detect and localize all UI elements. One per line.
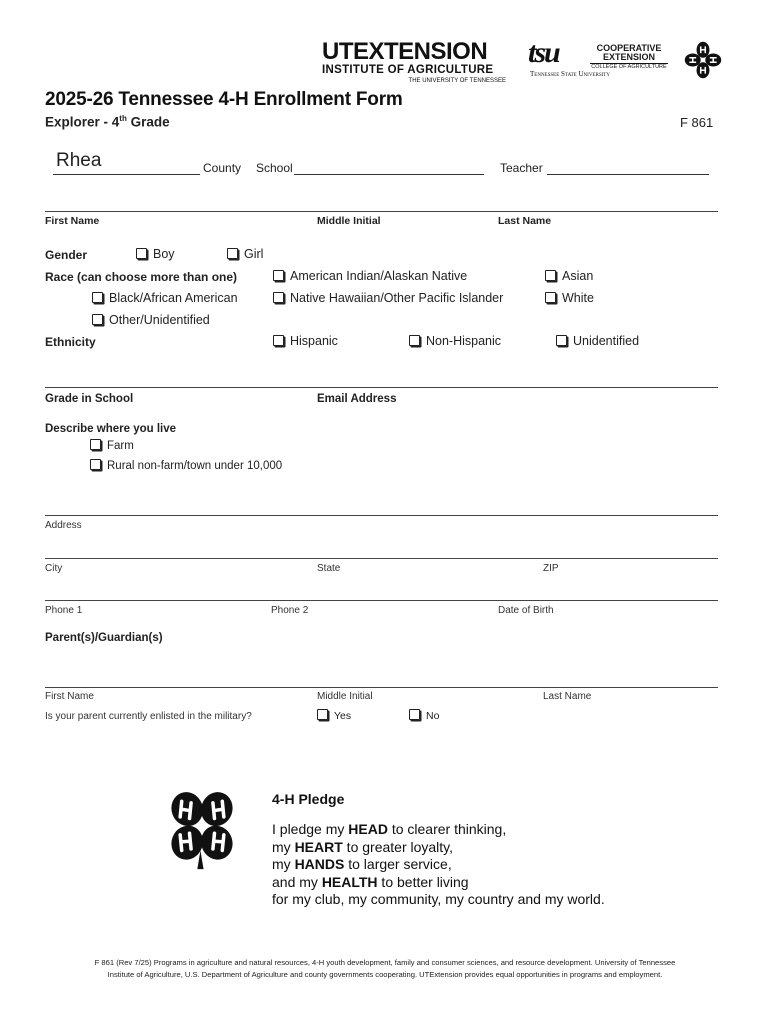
gender-girl-label: Girl — [244, 247, 264, 261]
checkbox-icon[interactable] — [92, 292, 103, 303]
race-white-option[interactable] — [545, 291, 594, 305]
footer — [30, 957, 740, 981]
military-yes-option[interactable] — [317, 709, 351, 722]
address-label: Address — [45, 520, 82, 531]
county-value: Rhea — [56, 150, 102, 171]
pledge-l3-post: to larger service, — [344, 856, 452, 872]
state-label: State — [317, 563, 341, 574]
phone2-label: Phone 2 — [271, 605, 309, 616]
tsu-coop: COOPERATIVE — [596, 43, 662, 53]
ut-logo-sub: INSTITUTE OF AGRICULTURE — [322, 64, 494, 76]
pledge-line-1 — [272, 821, 605, 839]
race-other-option[interactable] — [92, 313, 210, 327]
pledge-l4-pre: and my — [272, 873, 322, 890]
form-subtitle — [45, 114, 170, 130]
military-yes-label: Yes — [334, 710, 352, 722]
checkbox-icon[interactable] — [227, 248, 238, 259]
phone1-label: Phone 1 — [45, 605, 83, 616]
form-title: 2025-26 Tennessee 4-H Enrollment Form — [45, 89, 403, 110]
address-line[interactable] — [45, 515, 718, 516]
race-american-indian-label: American Indian/Alaskan Native — [290, 269, 468, 283]
military-no-option[interactable] — [409, 709, 439, 722]
clover-logo-large — [163, 788, 241, 870]
race-white-label: White — [562, 291, 594, 305]
email-label: Email Address — [317, 393, 397, 405]
city-state-zip-line[interactable] — [45, 558, 718, 559]
checkbox-icon[interactable] — [545, 292, 556, 303]
subtitle-suffix: Grade — [126, 114, 170, 130]
ut-logo-small: THE UNIVERSITY OF TENNESSEE — [408, 78, 506, 84]
county-label: County — [203, 161, 242, 175]
checkbox-icon[interactable] — [273, 335, 284, 346]
county-field[interactable] — [53, 150, 200, 175]
tsu-ext: EXTENSION — [602, 52, 655, 62]
checkbox-icon[interactable] — [90, 439, 101, 450]
residence-farm-option[interactable] — [90, 439, 134, 452]
pledge-l2-bold: HEART — [294, 838, 343, 855]
residence-farm-label: Farm — [107, 440, 134, 452]
checkbox-icon[interactable] — [545, 270, 556, 281]
student-name-line[interactable] — [45, 211, 718, 212]
school-field[interactable] — [294, 162, 484, 175]
city-label: City — [45, 563, 63, 574]
school-label: School — [256, 161, 293, 175]
pledge-line-3 — [272, 856, 605, 874]
ut-logo-main: UTEXTENSION — [322, 38, 488, 65]
pledge-l1-pre: I pledge my — [272, 821, 349, 837]
grade-email-line[interactable] — [45, 387, 718, 388]
gender-label: Gender — [45, 248, 88, 262]
checkbox-icon[interactable] — [409, 335, 420, 346]
teacher-field[interactable] — [547, 162, 709, 175]
middle-initial-label: Middle Initial — [317, 215, 381, 227]
ethnicity-unidentified-label: Unidentified — [573, 334, 640, 348]
four-h-clover-large-icon — [163, 788, 241, 870]
guardian-middle-label: Middle Initial — [317, 691, 373, 702]
pledge-title: 4-H Pledge — [272, 791, 345, 807]
race-asian-option[interactable] — [545, 269, 593, 283]
pledge-l4-bold: HEALTH — [321, 873, 378, 890]
clover-logo-small — [684, 40, 722, 80]
footer-line-1: F 861 (Rev 7/25) Programs in agriculture and natural resources, 4-H youth development, family and consumer sciences, and resource development. University of Tennessee — [94, 958, 676, 967]
tsu-name: Tennessee State University — [530, 70, 610, 78]
pledge-line-4 — [272, 874, 605, 892]
pledge-l2-post: to greater loyalty, — [342, 838, 454, 855]
tsu-logo — [524, 36, 674, 82]
ethnicity-unidentified-option[interactable] — [556, 334, 639, 348]
race-american-indian-option[interactable] — [273, 269, 467, 283]
pledge-line-2 — [272, 839, 605, 857]
checkbox-icon[interactable] — [409, 709, 420, 720]
pledge-l4-post: to better living — [377, 873, 469, 890]
first-name-label: First Name — [45, 215, 100, 227]
checkbox-icon[interactable] — [90, 459, 101, 470]
ethnicity-hispanic-option[interactable] — [273, 334, 338, 348]
race-black-option[interactable] — [92, 291, 238, 305]
pledge-l1-bold: HEAD — [348, 821, 388, 837]
pledge-l3-pre: my — [272, 856, 295, 872]
military-no-label: No — [426, 710, 440, 722]
tsu-college: COLLEGE OF AGRICULTURE — [591, 64, 667, 70]
pledge-l1-post: to clearer thinking, — [387, 821, 507, 837]
checkbox-icon[interactable] — [556, 335, 567, 346]
pledge-l3-bold: HANDS — [294, 856, 345, 872]
guardian-name-line[interactable] — [45, 687, 718, 688]
gender-boy-label: Boy — [153, 247, 175, 261]
checkbox-icon[interactable] — [317, 709, 328, 720]
footer-line-2: Institute of Agriculture, U.S. Department of Agriculture and county governments cooperating. UTExtension provides equal opportunities in programs and employment. — [107, 970, 663, 979]
residence-rural-option[interactable] — [90, 459, 282, 472]
grade-label: Grade in School — [45, 393, 134, 405]
ethnicity-label: Ethnicity — [45, 335, 96, 349]
pledge-l2-pre: my — [272, 838, 295, 855]
form-number: F 861 — [680, 115, 714, 130]
gender-girl-option[interactable] — [227, 247, 263, 261]
tsu-logo-mark: tsu — [528, 36, 559, 69]
ethnicity-non-hispanic-label: Non-Hispanic — [426, 334, 502, 348]
checkbox-icon[interactable] — [273, 292, 284, 303]
gender-boy-option[interactable] — [136, 247, 175, 261]
ethnicity-hispanic-label: Hispanic — [290, 334, 338, 348]
dob-label: Date of Birth — [498, 605, 554, 616]
race-asian-label: Asian — [562, 269, 594, 283]
ethnicity-non-hispanic-option[interactable] — [409, 334, 501, 348]
pledge-line-5: for my club, my community, my country and my world. — [272, 891, 605, 907]
race-label: Race (can choose more than one) — [45, 270, 238, 284]
residence-rural-label: Rural non-farm/town under 10,000 — [107, 460, 283, 472]
ut-extension-logo — [322, 40, 512, 82]
race-hawaiian-option[interactable] — [273, 291, 503, 305]
pledge-text — [272, 821, 605, 909]
subtitle-sup: th — [119, 114, 127, 123]
checkbox-icon[interactable] — [273, 270, 284, 281]
teacher-label: Teacher — [500, 161, 543, 175]
residence-label: Describe where you live — [45, 423, 177, 435]
phone-dob-line[interactable] — [45, 600, 718, 601]
race-hawaiian-label: Native Hawaiian/Other Pacific Islander — [290, 291, 504, 305]
military-question: Is your parent currently enlisted in the military? — [45, 711, 252, 722]
subtitle-prefix: Explorer - 4 — [45, 114, 120, 130]
guardian-heading: Parent(s)/Guardian(s) — [45, 632, 163, 644]
race-black-label: Black/African American — [109, 291, 238, 305]
four-h-clover-icon — [684, 40, 722, 80]
checkbox-icon[interactable] — [136, 248, 147, 259]
last-name-label: Last Name — [498, 215, 552, 227]
race-other-label: Other/Unidentified — [109, 313, 210, 327]
zip-label: ZIP — [543, 563, 559, 574]
checkbox-icon[interactable] — [92, 314, 103, 325]
guardian-last-label: Last Name — [543, 691, 592, 702]
guardian-first-label: First Name — [45, 691, 94, 702]
